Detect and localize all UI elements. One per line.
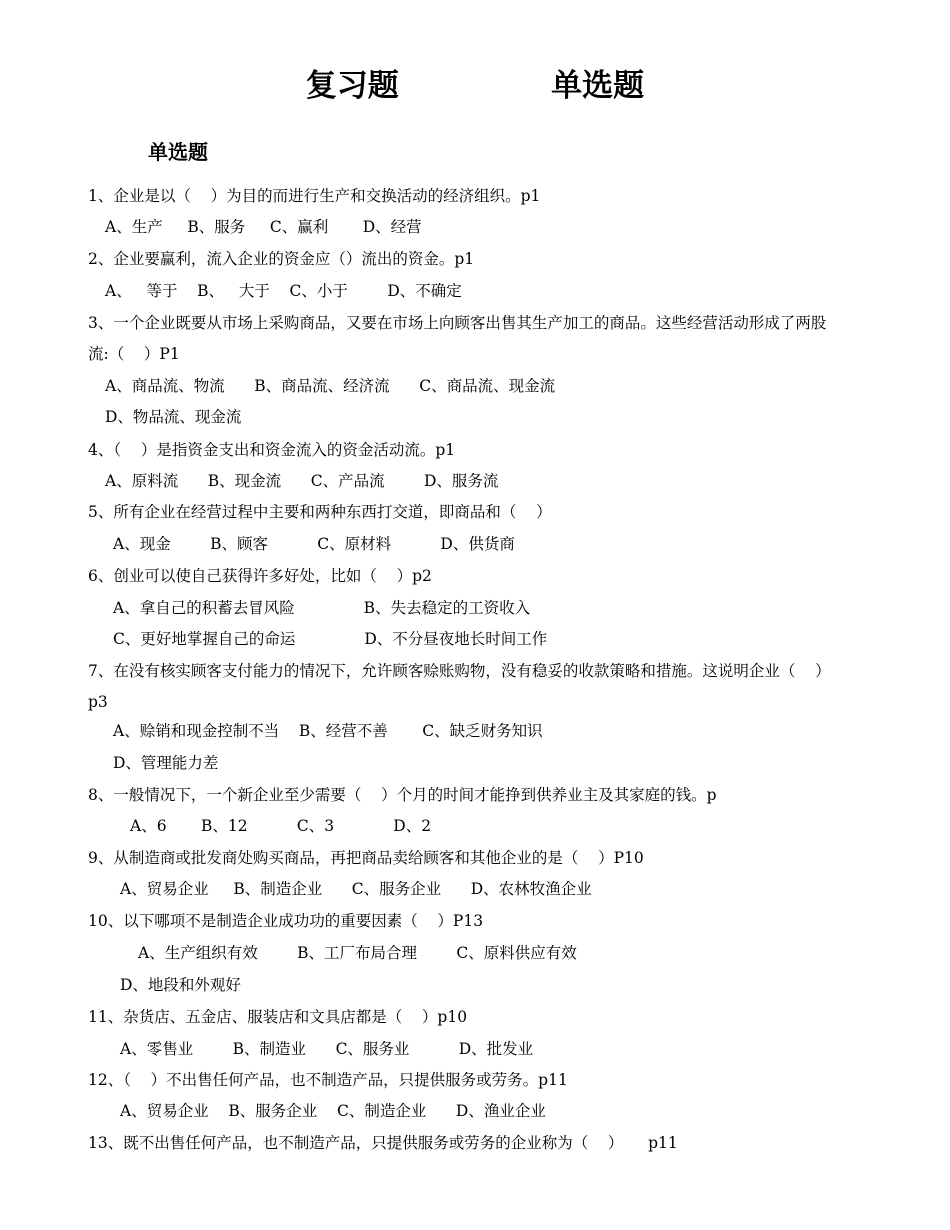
question-3-continued: 流:（ ）P1 (88, 345, 180, 363)
question-3-options-continued: D、物品流、现金流 (105, 408, 242, 426)
question-11-options: A、零售业 B、制造业 C、服务业 D、批发业 (120, 1040, 534, 1058)
question-9-options: A、贸易企业 B、制造企业 C、服务企业 D、农林牧渔企业 (120, 880, 592, 898)
question-8-options: A、6 B、12 C、3 D、2 (130, 817, 432, 835)
question-6-options: A、拿自己的积蓄去冒风险 B、失去稳定的工资收入 (113, 599, 531, 617)
question-11: 11、杂货店、五金店、服装店和文具店都是（ ）p10 (88, 1008, 468, 1026)
question-4-options: A、原料流 B、现金流 C、产品流 D、服务流 (105, 472, 499, 490)
section-heading: 单选题 (148, 140, 208, 164)
question-2: 2、企业要赢利，流入企业的资金应（）流出的资金。p1 (88, 250, 475, 268)
question-10: 10、以下哪项不是制造企业成功功的重要因素（ ）P13 (88, 912, 484, 930)
question-2-options: A、 等于 B、 大于 C、小于 D、不确定 (105, 282, 462, 300)
question-7-options: A、赊销和现金控制不当 B、经营不善 C、缺乏财务知识 (113, 722, 543, 740)
question-8: 8、一般情况下，一个新企业至少需要（ ）个月的时间才能挣到供养业主及其家庭的钱。p (88, 786, 717, 804)
question-12: 12、（ ）不出售任何产品，也不制造产品，只提供服务或劳务。p11 (88, 1071, 568, 1089)
question-7-continued: p3 (88, 693, 108, 711)
question-12-options: A、贸易企业 B、服务企业 C、制造企业 D、渔业企业 (120, 1102, 546, 1120)
question-10-options: A、生产组织有效 B、工厂布局合理 C、原料供应有效 (138, 944, 577, 962)
question-6-options-continued: C、更好地掌握自己的命运 D、不分昼夜地长时间工作 (113, 630, 548, 648)
question-5-options: A、现金 B、顾客 C、原材料 D、供货商 (113, 535, 515, 553)
question-13: 13、既不出售任何产品，也不制造产品，只提供服务或劳务的企业称为（ ） p11 (88, 1134, 678, 1152)
question-7: 7、在没有核实顾客支付能力的情况下，允许顾客赊账购物，没有稳妥的收款策略和措施。这说明企业（ ） (88, 662, 831, 680)
page-title: 复习题 单选题 (305, 68, 645, 104)
question-1: 1、企业是以（ ）为目的而进行生产和交换活动的经济组织。p1 (88, 187, 541, 205)
question-3: 3、一个企业既要从市场上采购商品，又要在市场上向顾客出售其生产加工的商品。这些经营活动形成了两股 (88, 314, 827, 332)
question-5: 5、所有企业在经营过程中主要和两种东西打交道，即商品和（ ） (88, 503, 552, 521)
question-6: 6、创业可以使自己获得许多好处，比如（ ）p2 (88, 567, 432, 585)
question-4: 4、（ ）是指资金支出和资金流入的资金活动流。p1 (88, 441, 456, 459)
question-7-options-continued: D、管理能力差 (113, 754, 219, 772)
question-9: 9、从制造商或批发商处购买商品，再把商品卖给顾客和其他企业的是（ ）P10 (88, 849, 644, 867)
question-1-options: A、生产 B、服务 C、赢利 D、经营 (105, 218, 422, 236)
question-10-options-continued: D、地段和外观好 (120, 976, 241, 994)
question-3-options: A、商品流、物流 B、商品流、经济流 C、商品流、现金流 (105, 377, 556, 395)
